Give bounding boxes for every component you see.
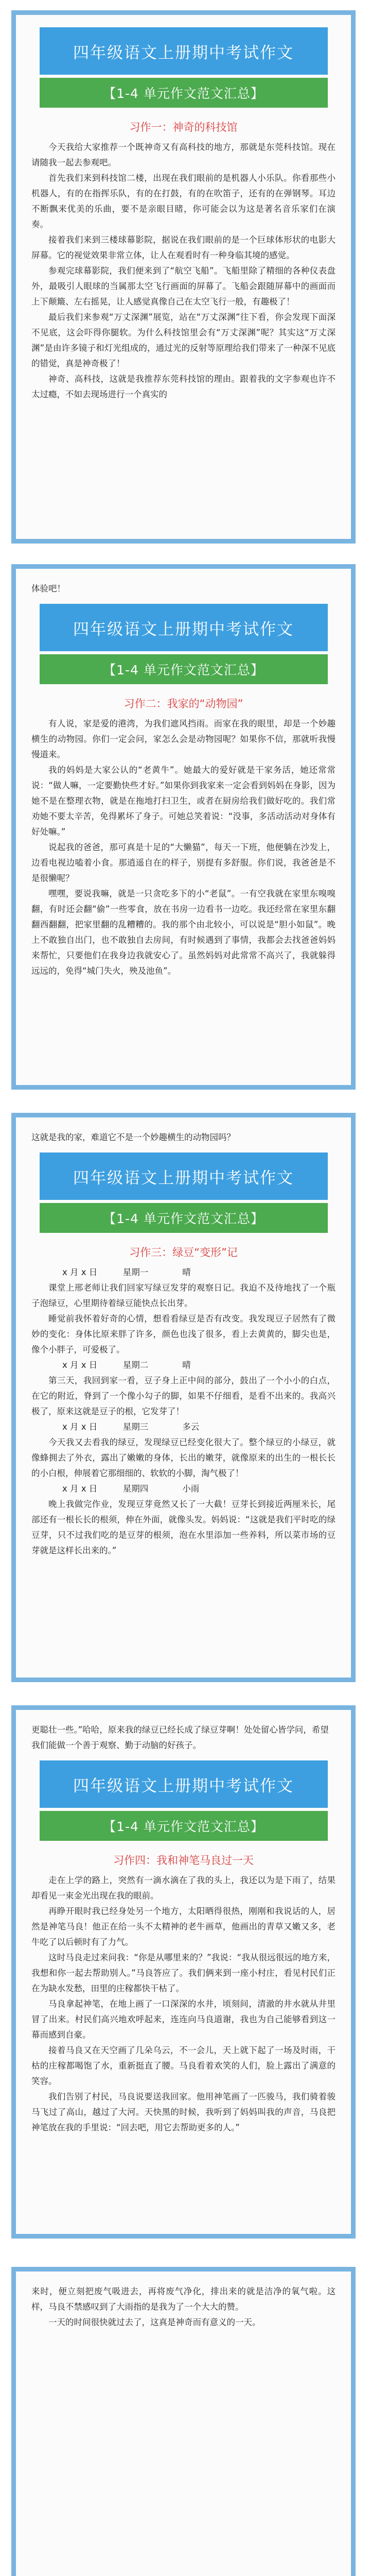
continuation-text: 更聪壮一些。”哈哈，原来我的绿豆已经长成了绿豆芽啊！处处留心皆学问，希望我们能做一个善于观察、勤于动脑的好孩子。 <box>31 1725 329 1750</box>
essay-title: 习作一：神奇的科技馆 <box>129 121 238 133</box>
paragraph: 说起我的爸爸，那可真是十足的“大懒猫”，每天一下班，他便躺在沙发上，边看电视边嗑着小食。那逍遥自在的样子，别提有多舒服。你们说，我爸爸是不是很懒呢？ <box>31 842 336 883</box>
banner-subtitle: 【1-4 单元作文范文汇总】 <box>40 1203 328 1233</box>
paragraph: 第三天，我回到家一看，豆子身上正中间的部分，鼓出了一个小小的白点，在它的附近，脊到了一个像小勾子的脚，如果不仔细看，是看不出来的。我高兴极了，原来这就是豆子的根，它发芽了！ <box>31 1376 336 1416</box>
continuation-text: 这就是我的家，难道它不是一个妙趣横生的动物园吗？ <box>31 1132 235 1142</box>
paragraph: 这时马良走过来问我：“你是从哪里来的？”我说：“我从很远很远的地方来，我想和你一起去帮助别人。”马良答应了。我们俩来到一座小村庄，看见村民们正在为缺水发愁，田里的庄稼都快干枯了。 <box>31 1953 336 1993</box>
paragraph: 嘿嘿，要说我嘛，就是一只贪吃多下的小“老鼠”。一有空我就在家里东嗅嗅翻，有时还会翻“偷”一些零食，放在书房一边看书一边吃。我还经常在家里东翻翻西翻翻，把家里翻的乱糟糟的。我的那个由北较小，可以说是“胆小如鼠”。晚上不敢独自出门，也不敢独自去房间，有时候遇到了事情，我都会去找爸爸妈妈来帮忙，只要他们在我身边我就安心了。虽然妈妈对此常常不高兴了，我就躲得远远的，免得“城门失火，殃及池鱼”。 <box>31 889 336 976</box>
paragraph: 走在上学的路上，突然有一滴水滴在了我的头上，我还以为是下雨了，结果却看见一束金光出现在我的眼前。 <box>31 1875 336 1901</box>
paragraph: 睡觉前我怀着好奇的心情，想看看绿豆是否有改变。我发现豆子居然有了微妙的变化：身体比原来胖了许多，颜色也浅了很多，看上去黄黄的，脚尖也是，像个小胖子，可爱极了。 <box>31 1314 336 1354</box>
essay-card-5 <box>11 2267 356 2576</box>
essay-card-4 <box>11 1705 356 2239</box>
essay-body <box>31 1265 336 1558</box>
diary-date-line: x 月 x 日 星期三 多云 <box>62 1422 200 1432</box>
paragraph: 再睁开眼时我已经身处另一个地方，太阳晒得很热，刚刚和我说话的人，居然是神笔马良！他正在给一头不太精神的老牛画草，他画出的青草又嫩又多，老牛吃了以后顿时有了力气。 <box>31 1906 336 1947</box>
banner-title: 四年级语文上册期中考试作文 <box>40 604 328 651</box>
diary-date-line: x 月 x 日 星期二 晴 <box>62 1360 191 1370</box>
paragraph: 我们告别了村民，马良说要送我回家。他用神笔画了一匹骏马，我们骑着骏马飞过了高山，越过了大河。天快黑的时候，我听到了妈妈叫我的声音，马良把神笔放在我的手里说：“回去吧，用它去帮助更多的人。” <box>31 2092 336 2132</box>
essay-card-3 <box>11 1113 356 1682</box>
paragraph: 马良拿起神笔，在地上画了一口深深的水井，顷刻间，清澈的井水就从井里冒了出来。村民们高兴地欢呼起来，连连向马良道谢，我也为自己能够看到这一幕而感到自豪。 <box>31 1999 336 2040</box>
paragraph: 今天我又去看我的绿豆，发现绿豆已经变化很大了。整个绿豆的小绿豆，就像蜂拥去了外衣，露出了嫩嫩的身体，长出的嫩芽，就像原来的出生的一根长长的小白根，伸展着它那细细的、软软的小脚，淘气极了！ <box>31 1437 336 1478</box>
continuation-text: 体验吧！ <box>31 584 65 594</box>
banner-title: 四年级语文上册期中考试作文 <box>40 27 328 75</box>
banner-title: 四年级语文上册期中考试作文 <box>40 1760 328 1808</box>
banner-title: 四年级语文上册期中考试作文 <box>40 1153 328 1200</box>
diary-date-line: x 月 x 日 星期一 晴 <box>62 1267 191 1277</box>
essay-title: 习作三：绿豆“变形”记 <box>129 1246 238 1259</box>
paragraph: 最后我们来参观“万丈深渊”展览，站在“万丈深渊”往下看，你会发现下面深不见底，这会吓得你腿软。为什么科技馆里会有“万丈深渊”呢？其实这“万丈深渊”是由许多镜子和灯光组成的，通过光的反射等原理给我们带来了一种深不见底的错觉，真是神奇极了！ <box>31 312 336 368</box>
essay-title: 习作二：我家的“动物园” <box>124 698 243 710</box>
banner-subtitle: 【1-4 单元作文范文汇总】 <box>40 1811 328 1841</box>
paragraph: 来时，便立刻把废气吸进去，再将废气净化，排出来的就是洁净的氧气啦。这样，马良不禁感叹到了大雨指的是我为了一个大大的赞。 <box>31 2286 336 2312</box>
essay-body <box>31 716 336 979</box>
essay-body <box>31 1873 336 2136</box>
banner-subtitle: 【1-4 单元作文范文汇总】 <box>40 78 328 108</box>
banner-subtitle: 【1-4 单元作文范文汇总】 <box>40 654 328 684</box>
essay-body <box>31 2284 336 2330</box>
paragraph: 我的妈妈是大家公认的“老黄牛”。她最大的爱好就是干家务活，她还常常说：“做人嘛，一定要勤快些才好。”如果你到我家来一定会看到妈妈在身影，因为她不是在整理衣物，就是在拖地打扫卫生，或者在厨房给我们做好吃的。我们常劝她不要太辛苦，免得累坏了身子。可她总笑着说：“没事，多活动活动对身体有好处嘛。” <box>31 765 336 837</box>
essay-title: 习作四：我和神笔马良过一天 <box>113 1854 254 1867</box>
paragraph: 一天的时间很快就过去了，这真是神奇而有意义的一天。 <box>48 2317 261 2327</box>
diary-date-line: x 月 x 日 星期四 小雨 <box>62 1484 200 1494</box>
paragraph: 课堂上邢老师让我们回家写绿豆发芽的观察日记。我迫不及待地找了一个瓶子泡绿豆，心里期待着绿豆能快点长出芽。 <box>31 1283 336 1308</box>
paragraph: 接着马良又在天空画了几朵乌云，不一会儿，天上就下起了一场及时雨，干枯的庄稼都喝饱了水，重新挺直了腰。马良看着欢笑的人们，脸上露出了满意的笑容。 <box>31 2045 336 2086</box>
paragraph: 今天我给大家推荐一个既神奇又有高科技的地方，那就是东莞科技馆。现在请随我一起去参观吧。 <box>31 142 336 167</box>
paragraph: 神奇、高科技，这就是我推荐东莞科技馆的理由。跟着我的文字参观也许不太过瘾，不如去现场进行一个真实的 <box>31 374 336 399</box>
essay-body <box>31 140 336 402</box>
paragraph: 接着我们来到三楼球幕影院，据说在我们眼前的是一个巨球体形状的电影大屏幕。它的视觉效果非常立体，让人在观看时有一种身临其境的感觉。 <box>31 235 336 260</box>
essay-card-2 <box>11 564 356 1090</box>
paragraph: 有人说，家是爱的港湾，为我们遮风挡雨。而家在我的眼里，却是一个妙趣横生的动物园。你们一定会问，家怎么会是动物园呢？如果你不信，那就听我慢慢道来。 <box>31 719 336 759</box>
paragraph: 晚上我做完作业，发现豆芽竟然又长了一大截！豆芽长到接近两厘米长，尾部还有一根长长的根须，伸在外面，就像头发。妈妈说：“这就是我们平时吃的绿豆芽，只不过我们吃的是豆芽的根须，泡在水里添加一些养料，所以菜市场的豆芽就是这样长出来的。” <box>31 1499 336 1555</box>
paragraph: 首先我们来到科技馆二楼，出现在我们眼前的是机器人小乐队。你看那些小机器人，有的在指挥乐队，有的在打鼓，有的在吹笛子，还有的在弹钢琴。耳边不断飘来优美的乐曲，要不是亲眼目睹，你可能会以为这是著名音乐家们在演奏。 <box>31 173 336 229</box>
paragraph: 参观完球幕影院，我们便来到了“航空飞船”。飞船里除了精细的各种仪表盘外，最吸引人眼球的当属那太空飞行画面的屏幕了。飞船会跟随屏幕中的画面而上下颠簸、左右摇晃，让人感觉真像自己在太空飞行一般，有趣极了！ <box>31 266 336 307</box>
essay-card-1 <box>11 10 356 544</box>
